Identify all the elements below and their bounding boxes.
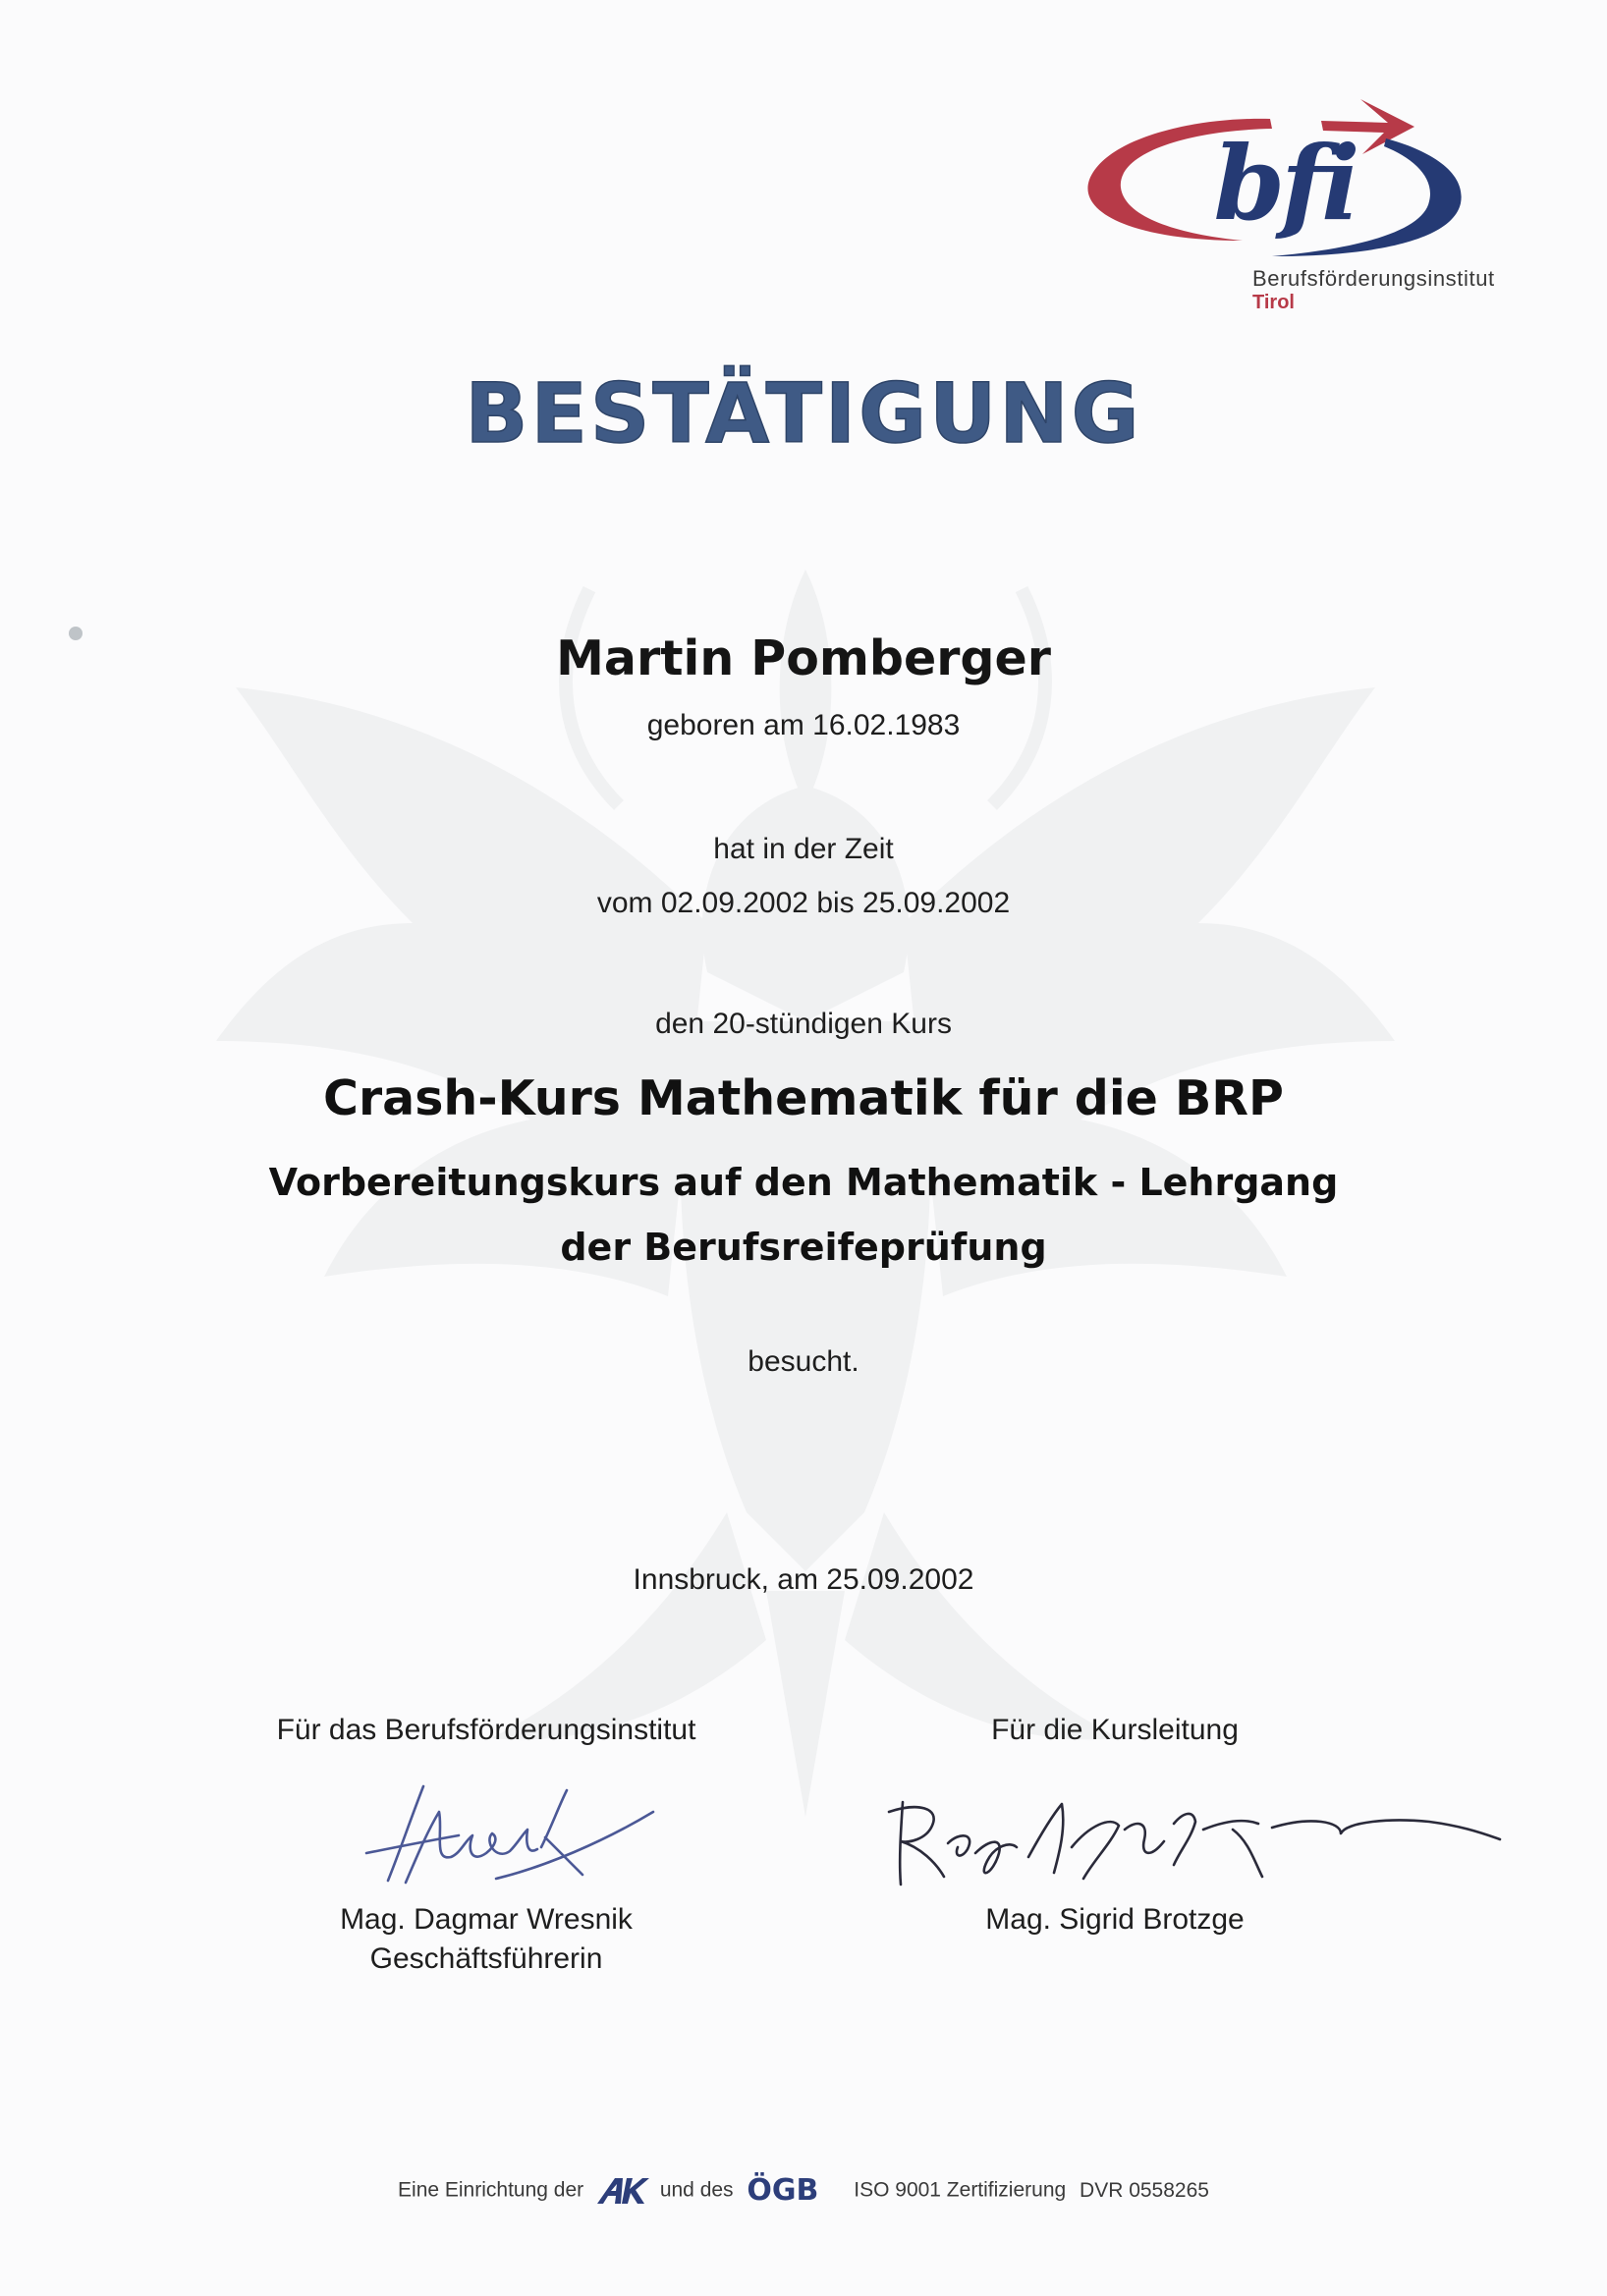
closing-text: besucht. bbox=[748, 1345, 859, 1378]
course-subtitle-line2: der Berufsreifeprüfung bbox=[560, 1226, 1047, 1269]
period-intro: hat in der Zeit bbox=[713, 833, 894, 865]
course-intro: den 20-stündigen Kurs bbox=[655, 1008, 952, 1040]
signature-heading-right: Für die Kursleitung bbox=[991, 1714, 1239, 1746]
signature-block-left bbox=[182, 1714, 791, 1975]
bfi-logo bbox=[1076, 93, 1508, 319]
bfi-wordmark: bfi bbox=[1213, 123, 1357, 244]
ogb-logo: ÖGB bbox=[747, 2173, 819, 2208]
period-dates: vom 02.09.2002 bis 25.09.2002 bbox=[596, 887, 1011, 919]
ak-logo bbox=[589, 2178, 660, 2201]
signature-wresnik bbox=[349, 1773, 663, 1900]
document-title: BESTÄTIGUNG bbox=[465, 365, 1142, 462]
logo-region: Tirol bbox=[1252, 292, 1295, 313]
footer bbox=[0, 2173, 1607, 2208]
ak-logo-icon bbox=[593, 2176, 650, 2206]
signer-name-right: Mag. Sigrid Brotzge bbox=[985, 1903, 1245, 1936]
recipient-name: Martin Pomberger bbox=[556, 630, 1051, 686]
signature-heading-left: Für das Berufsförderungsinstitut bbox=[276, 1714, 696, 1746]
course-title: Crash-Kurs Mathematik für die BRP bbox=[323, 1070, 1284, 1126]
footer-prefix: Eine Einrichtung der bbox=[398, 2178, 584, 2202]
signature-brotzge bbox=[879, 1782, 1508, 1890]
footer-dvr: DVR 0558265 bbox=[1080, 2178, 1209, 2202]
footer-middle: und des bbox=[659, 2178, 734, 2202]
signer-name-left: Mag. Dagmar Wresnik bbox=[340, 1903, 633, 1936]
signature-block-right bbox=[869, 1714, 1360, 1936]
course-subtitle-line1: Vorbereitungskurs auf den Mathematik - Lehrgang bbox=[268, 1161, 1339, 1204]
logo-organization: Berufsförderungsinstitut bbox=[1252, 266, 1495, 291]
birth-line: geboren am 16.02.1983 bbox=[646, 709, 961, 741]
place-date: Innsbruck, am 25.09.2002 bbox=[633, 1563, 974, 1596]
footer-certification: ISO 9001 Zertifizierung bbox=[854, 2178, 1067, 2202]
signer-role-left: Geschäftsführerin bbox=[369, 1942, 603, 1975]
